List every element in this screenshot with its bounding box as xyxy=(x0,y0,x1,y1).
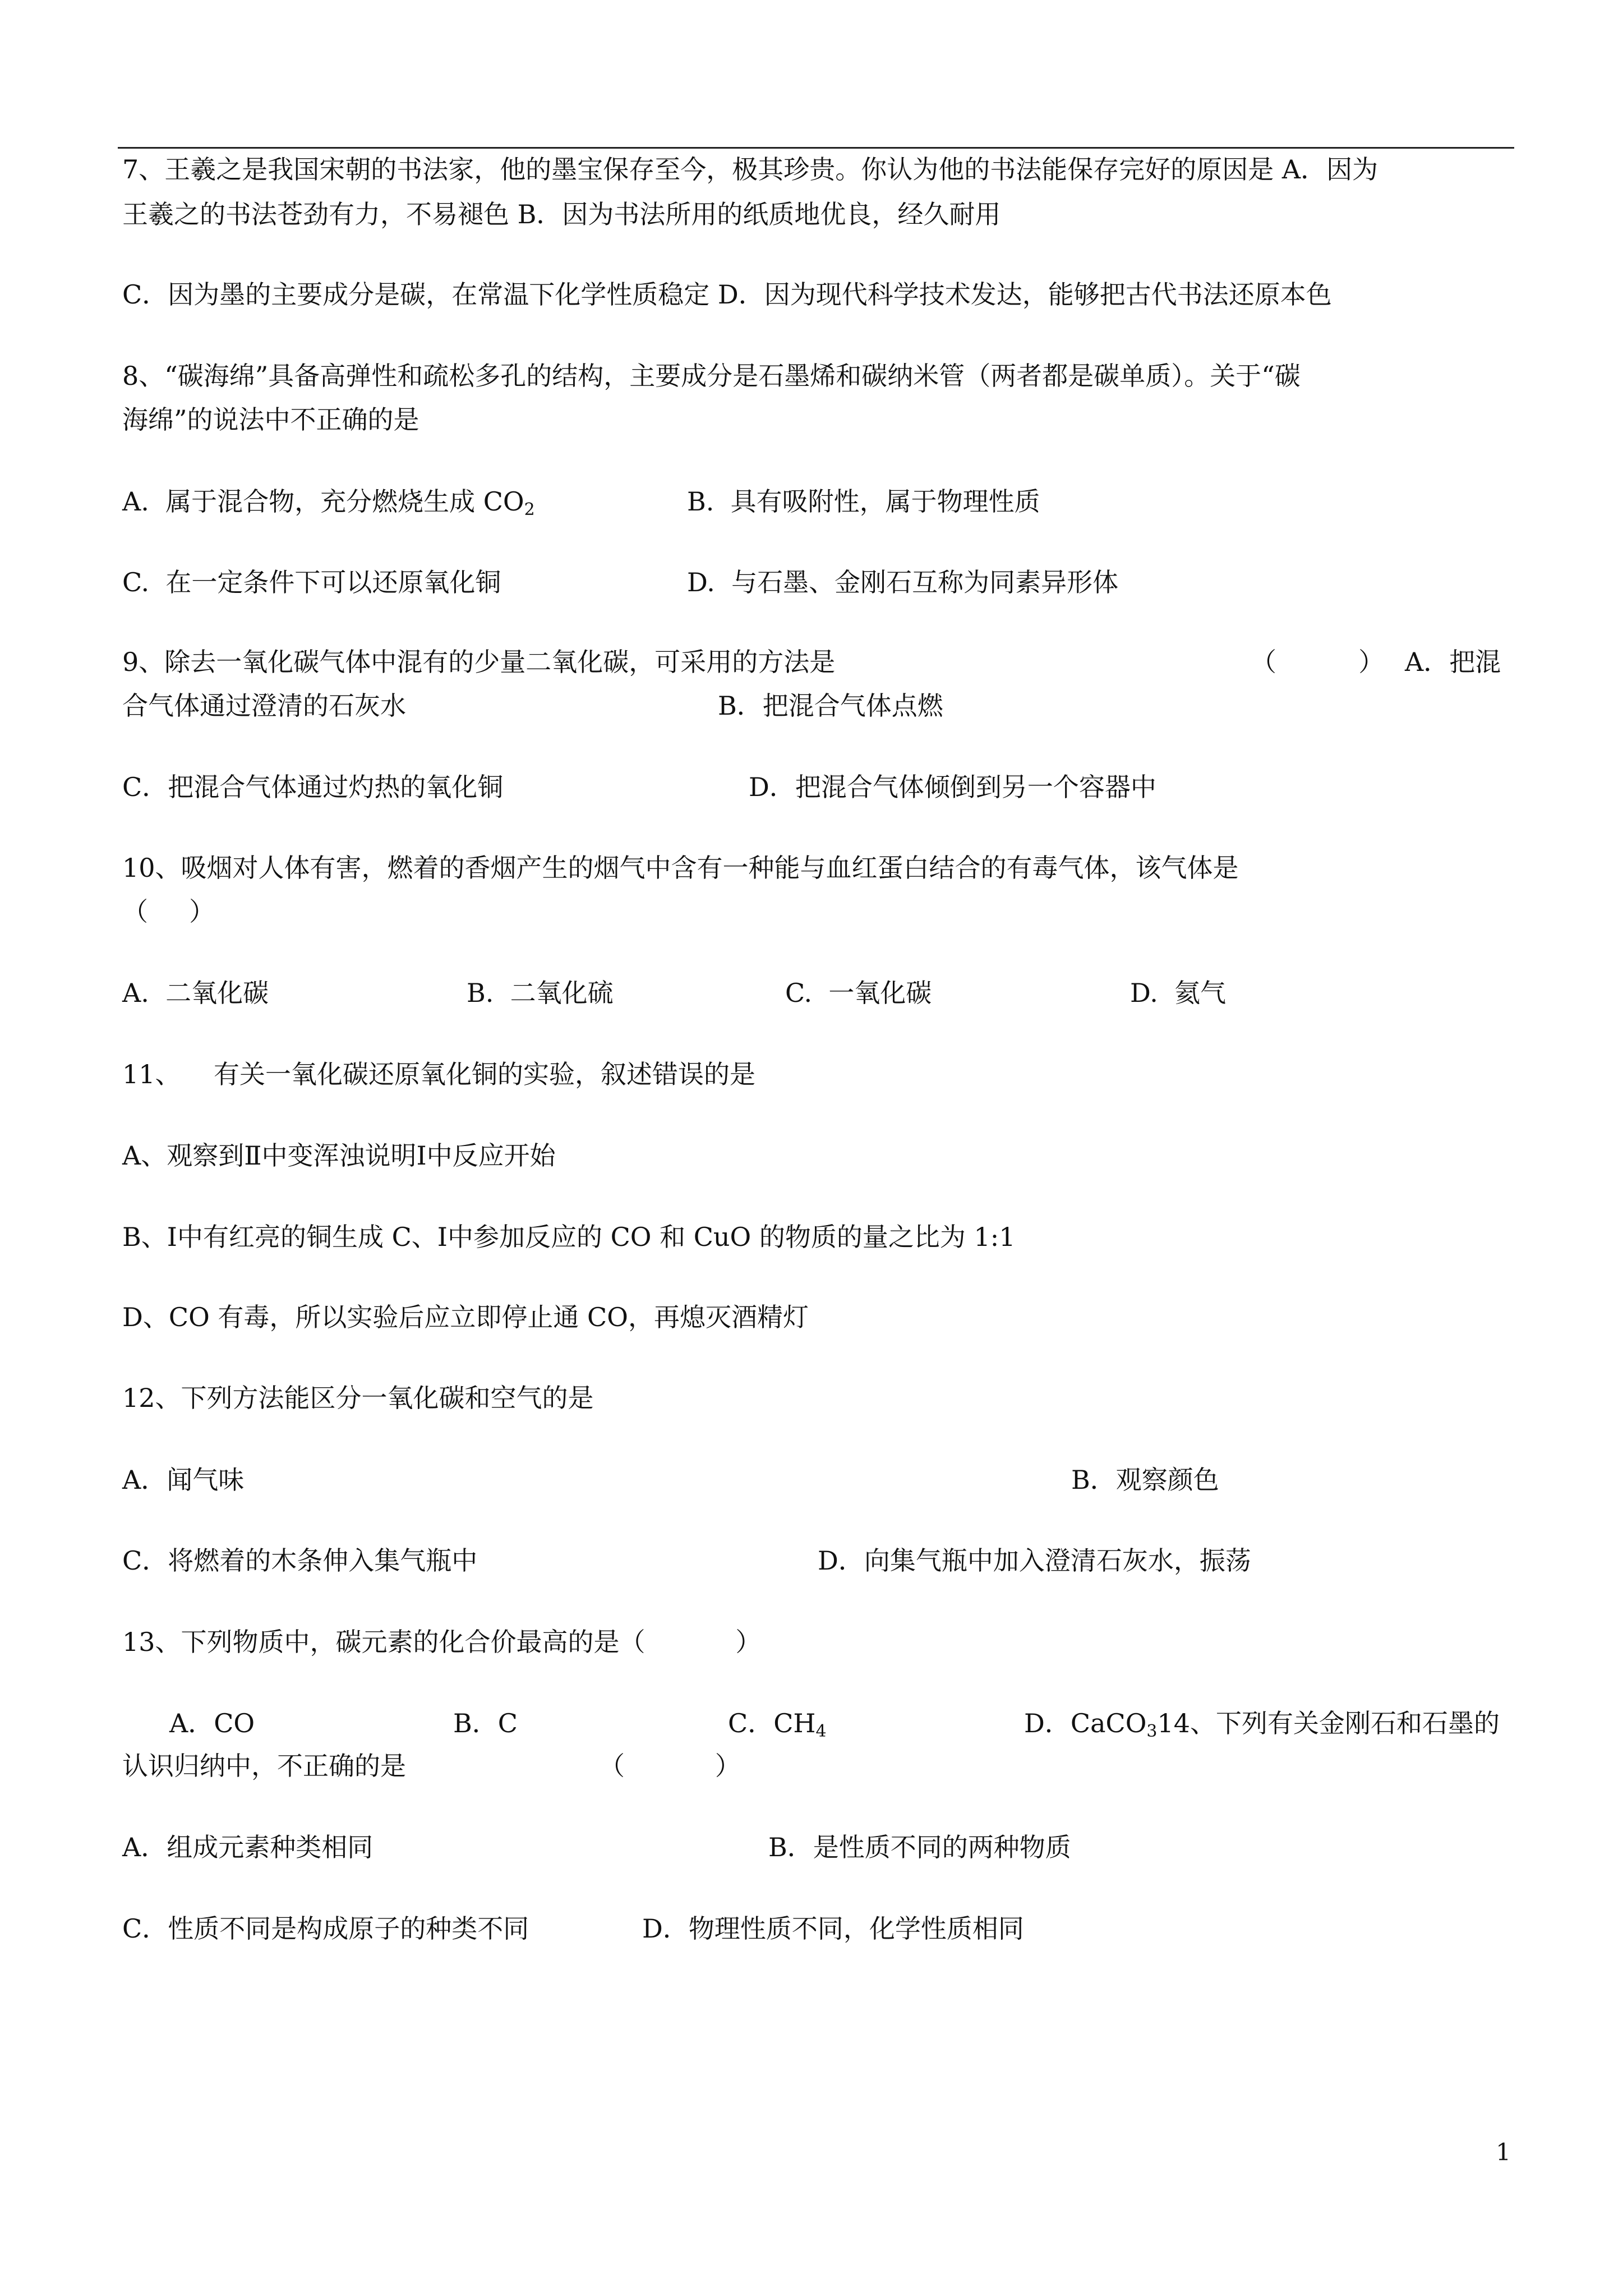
q13-line1: 13、下列物质中，碳元素的化合价最高的是（ ） xyxy=(122,1627,762,1657)
q14-option-a: A．组成元素种类相同 xyxy=(122,1832,374,1862)
q10-option-a: A. 二氧化碳 xyxy=(122,978,269,1008)
q10-line1: 10、吸烟对人体有害，燃着的香烟产生的烟气中含有一种能与血红蛋白结合的有毒气体，该气体是 xyxy=(122,853,1239,883)
q7-line1: 7、王羲之是我国宋朝的书法家，他的墨宝保存至今，极其珍贵。你认为他的书法能保存完好的原因是 A．因为 xyxy=(122,154,1378,185)
q9-option-c: C．把混合气体通过灼热的氧化铜 xyxy=(122,772,504,802)
page-number: 1 xyxy=(1496,2138,1511,2166)
q8-option-a: A. 属于混合物，充分燃烧生成 $CO_2$ xyxy=(122,486,535,519)
q11-option-bc: B、Ⅰ中有红亮的铜生成 C、Ⅰ中参加反应的 CO 和 CuO 的物质的量之比为 1:1 xyxy=(122,1222,1016,1252)
q11-option-d: D、CO 有毒，所以实验后应立即停止通 CO，再熄灭酒精灯 xyxy=(122,1302,809,1332)
subscript: 2 xyxy=(524,500,535,519)
q14-line2: 认识归纳中，不正确的是 xyxy=(122,1751,406,1781)
q14-option-d: D．物理性质不同，化学性质相同 xyxy=(642,1913,1024,1944)
q13-option-b: B．C xyxy=(453,1708,518,1738)
q12-option-a: A．闻气味 xyxy=(122,1465,245,1495)
q14-answer-bracket: （ ） xyxy=(599,1751,741,1781)
q12-option-b: B．观察颜色 xyxy=(1071,1465,1219,1495)
q13-option-c: C．$CH_4$ xyxy=(728,1708,827,1741)
q9-option-a-start: A．把混 xyxy=(1405,647,1501,677)
q11-line1: 11、 有关一氧化碳还原氧化铜的实验，叙述错误的是 xyxy=(122,1059,756,1089)
q9-line2: 合气体通过澄清的石灰水 xyxy=(122,691,406,721)
q8-option-b: B. 具有吸附性，属于物理性质 xyxy=(687,486,1040,517)
subscript: 3 xyxy=(1146,1722,1158,1741)
header-rule xyxy=(118,147,1514,149)
q13-option-a: A．CO xyxy=(169,1708,255,1738)
q8-option-d: D. 与石墨、金刚石互称为同素异形体 xyxy=(687,567,1119,597)
subscript: 4 xyxy=(815,1722,827,1741)
q11-option-a: A、观察到Ⅱ中变浑浊说明Ⅰ中反应开始 xyxy=(122,1140,556,1171)
q9-line1: 9、除去一氧化碳气体中混有的少量二氧化碳，可采用的方法是 xyxy=(122,647,836,677)
q14-option-c: C．性质不同是构成原子的种类不同 xyxy=(122,1913,529,1944)
q10-option-d: D. 氦气 xyxy=(1130,978,1227,1008)
q10-option-b: B. 二氧化硫 xyxy=(467,978,614,1008)
q10-option-c: C. 一氧化碳 xyxy=(785,978,932,1008)
q10-line2: （ ） xyxy=(122,896,215,927)
q8-line1: 8、“碳海绵”具备高弹性和疏松多孔的结构，主要成分是石墨烯和碳纳米管（两者都是碳单质）。关于“碳 xyxy=(122,361,1301,391)
q14-line1: 14、下列有关金刚石和石墨的 xyxy=(1157,1708,1500,1738)
q7-line2: 王羲之的书法苍劲有力，不易褪色 B．因为书法所用的纸质地优良，经久耐用 xyxy=(122,199,1001,229)
q12-option-c: C．将燃着的木条伸入集气瓶中 xyxy=(122,1545,478,1576)
q8-option-c: C. 在一定条件下可以还原氧化铜 xyxy=(122,567,501,597)
q8-line2: 海绵”的说法中不正确的是 xyxy=(122,404,419,435)
q9-option-b: B．把混合气体点燃 xyxy=(718,691,943,721)
q12-line1: 12、下列方法能区分一氧化碳和空气的是 xyxy=(122,1383,594,1413)
q12-option-d: D．向集气瓶中加入澄清石灰水，振荡 xyxy=(818,1545,1251,1576)
q9-option-d: D．把混合气体倾倒到另一个容器中 xyxy=(749,772,1156,802)
q7-line3: C．因为墨的主要成分是碳，在常温下化学性质稳定 D．因为现代科学技术发达，能够把古代书法还原本色 xyxy=(122,279,1332,310)
q14-option-b: B．是性质不同的两种物质 xyxy=(768,1832,1071,1862)
q13-option-d: D．CaCO$_3$14、下列有关金刚石和石墨的 xyxy=(1024,1708,1500,1741)
q9-answer-bracket: （ ） xyxy=(1251,647,1385,677)
